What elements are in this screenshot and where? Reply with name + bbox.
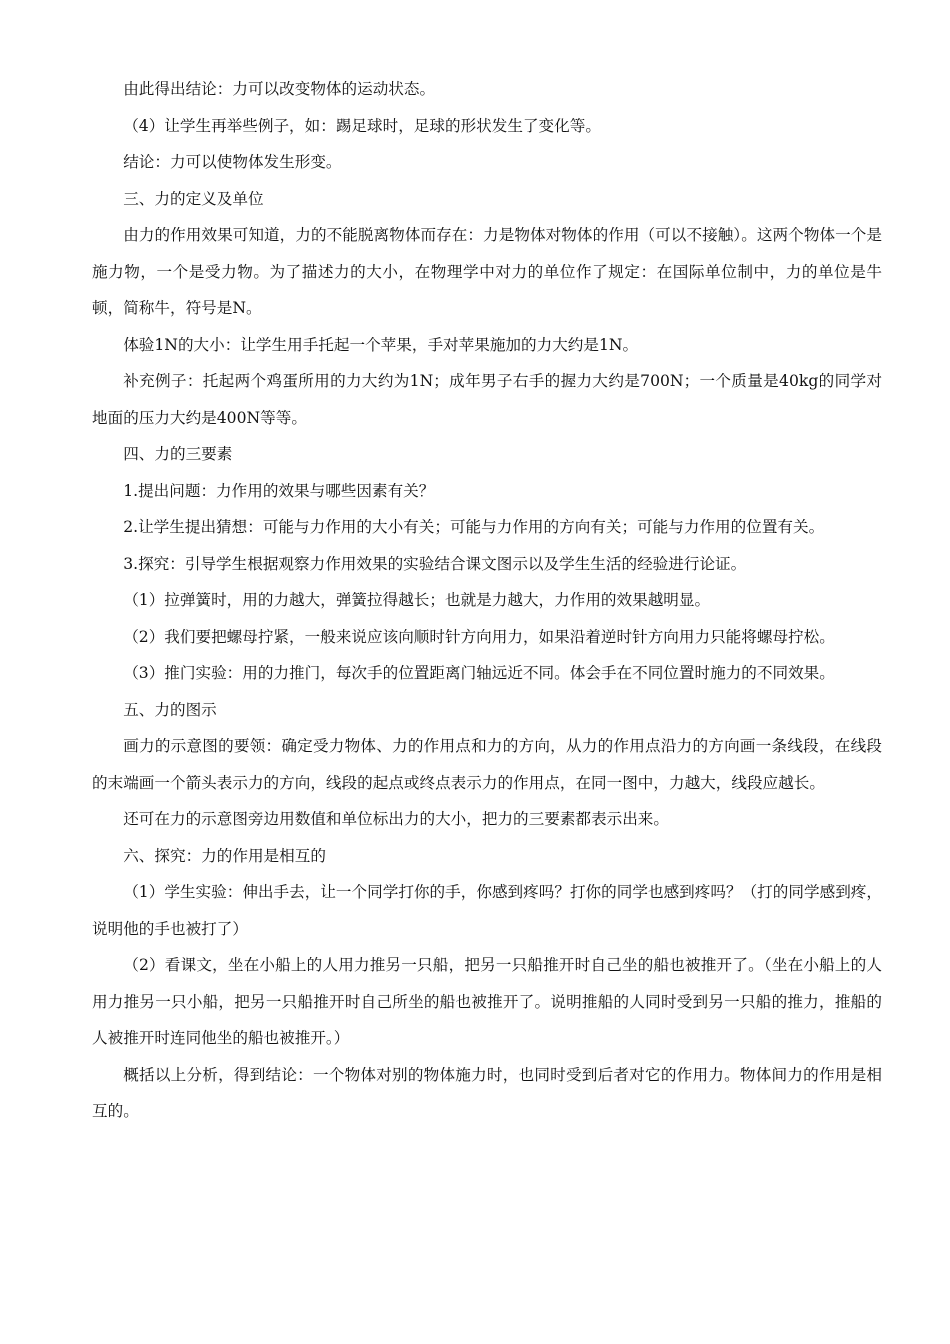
paragraph: （3）推门实验：用的力推门，每次手的位置距离门轴远近不同。体会手在不同位置时施力的不同效果。	[123, 664, 835, 682]
paragraph: 3.探究：引导学生根据观察力作用效果的实验结合课文图示以及学生生活的经验进行论证。	[123, 554, 747, 573]
paragraph: 2.让学生提出猜想：可能与力作用的大小有关；可能与力作用的方向有关；可能与力作用的位置有关。	[123, 518, 825, 536]
paragraph: 补充例子：托起两个鸡蛋所用的力大约为1N；成年男子右手的握力大约是700N；一个质量是40kg的同学对地面的压力大约是400N等等。	[92, 372, 882, 427]
document-body	[92, 71, 882, 1130]
paragraph: （1）学生实验：伸出手去，让一个同学打你的手，你感到疼吗？打你的同学也感到疼吗？（打的同学感到疼，说明他的手也被打了）	[92, 883, 882, 938]
paragraph: 画力的示意图的要领：确定受力物体、力的作用点和力的方向，从力的作用点沿力的方向画一条线段，在线段的末端画一个箭头表示力的方向，线段的起点或终点表示力的作用点，在同一图中，力越大，线段应越长。	[92, 737, 882, 792]
paragraph: 概括以上分析，得到结论：一个物体对别的物体施力时，也同时受到后者对它的作用力。物体间力的作用是相互的。	[92, 1065, 882, 1120]
section-heading: 六、探究：力的作用是相互的	[123, 846, 326, 865]
section-heading: 三、力的定义及单位	[123, 189, 264, 208]
paragraph: （2）看课文，坐在小船上的人用力推另一只船，把另一只船推开时自己坐的船也被推开了。（坐在小船上的人用力推另一只小船，把另一只船推开时自己所坐的船也被推开了。说明推船的人同时受到另一只船的推力，推船的人被推开时连同他坐的船也被推开。）	[92, 956, 882, 1047]
paragraph: 结论：力可以使物体发生形变。	[123, 153, 342, 171]
section-heading: 五、力的图示	[123, 700, 217, 719]
paragraph: 1.提出问题：力作用的效果与哪些因素有关？	[123, 481, 435, 500]
paragraph: 由此得出结论：力可以改变物体的运动状态。	[123, 80, 436, 98]
paragraph: 体验1N的大小：让学生用手托起一个苹果，手对苹果施加的力大约是1N。	[123, 335, 639, 354]
section-heading: 四、力的三要素	[123, 445, 233, 463]
paragraph: （1）拉弹簧时，用的力越大，弹簧拉得越长；也就是力越大，力作用的效果越明显。	[123, 591, 711, 609]
paragraph: 由力的作用效果可知道，力的不能脱离物体而存在：力是物体对物体的作用（可以不接触）。这两个物体一个是施力物，一个是受力物。为了描述力的大小，在物理学中对力的单位作了规定：在国际单位制中，力的单位是牛顿，简称牛，符号是N。	[92, 226, 882, 317]
paragraph: 还可在力的示意图旁边用数值和单位标出力的大小，把力的三要素都表示出来。	[123, 810, 669, 828]
paragraph: （2）我们要把螺母拧紧，一般来说应该向顺时针方向用力，如果沿着逆时针方向用力只能将螺母拧松。	[123, 627, 835, 646]
paragraph: （4）让学生再举些例子，如：踢足球时，足球的形状发生了变化等。	[123, 116, 601, 135]
